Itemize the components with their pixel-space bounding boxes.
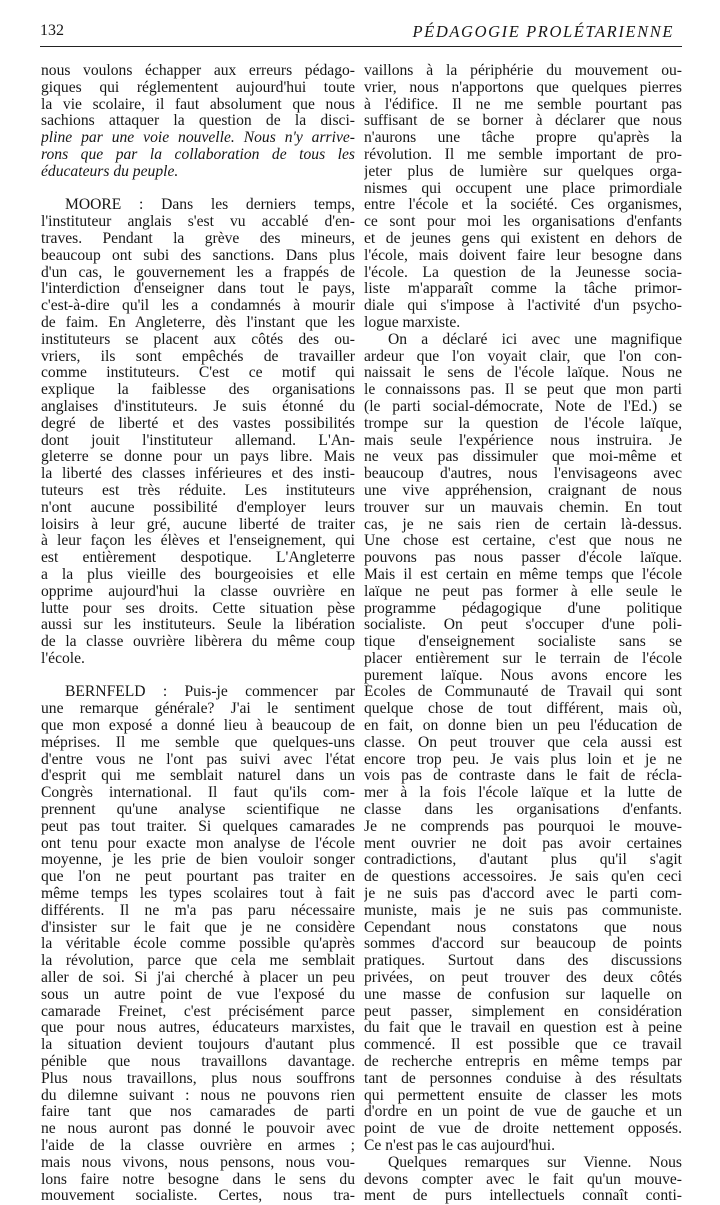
text-line: classe. On peut trouver que cela aussi est <box>364 734 682 751</box>
text-line: ne nous auront pas donné le pouvoir avec <box>41 1121 355 1138</box>
text-line: logue marxiste. <box>364 314 461 331</box>
text-line: faire tant que nos camarades de parti <box>41 1104 355 1121</box>
text-line: comme instituteurs. C'est ce motif qui <box>41 365 355 382</box>
paragraph-gap <box>41 181 355 198</box>
text-line: Cependant nous constatons que nous <box>364 919 682 936</box>
text-line: une masse de confusion sur laquelle on <box>364 986 682 1003</box>
text-line: loisirs à leur gré, aucune liberté de traiter <box>41 516 355 533</box>
text-line: gleterre se donne pour un pays libre. Mais <box>41 449 355 466</box>
text-line: Je ne comprends pas pourquoi le mouve- <box>364 818 682 835</box>
text-line: éducateurs du peuple. <box>41 163 179 180</box>
text-line: privées, on peut trouver des deux côtés <box>364 970 682 987</box>
text-line: dont jouit l'instituteur allemand. L'An- <box>41 432 355 449</box>
text-line: tique d'enseignement socialiste sans se <box>364 634 682 651</box>
text-line: ardeur que l'on voyait clair, que l'on con- <box>364 348 682 365</box>
text-line: instituteurs se placent aux côtés des ou- <box>41 331 355 348</box>
text-line: beaucoup d'autres, nous l'envisageons avec <box>364 466 682 483</box>
text-line: une remarque générale? J'ai le sentiment <box>41 701 355 718</box>
text-line: mais nous vivons, nous pensons, nous vou- <box>41 1154 355 1171</box>
text-line: peut pas tout traiter. Si quelques camarades <box>41 818 355 835</box>
text-line: camarade Freinet, c'est précisément parce <box>41 1003 355 1020</box>
text-line: lutte pour ses droits. Cette situation pèse <box>41 600 355 617</box>
text-line: la liberté des classes inférieures et des insti- <box>41 466 355 483</box>
text-line: l'interdiction d'enseigner dans tout le pays, <box>41 281 355 298</box>
text-line: d'un cas, le gouvernement les a frappés de <box>41 264 355 281</box>
text-line: aller de soi. Si j'ai cherché à placer un peu <box>41 970 355 987</box>
text-line: pline par une voie nouvelle. Nous n'y arrive- <box>41 130 355 147</box>
text-line: Ce n'est pas le cas aujourd'hui. <box>364 1138 555 1154</box>
text-line: Plus nous travaillons, plus nous souffrons <box>41 1070 355 1087</box>
running-title: PÉDAGOGIE PROLÉTARIENNE <box>412 22 674 41</box>
text-line: est entièrement despotique. L'Angleterre <box>41 550 355 567</box>
text-line: à l'édifice. Il ne me semble pourtant pas <box>364 96 682 113</box>
text-line: de questions accessoires. Je sais qu'en ceci <box>364 869 682 886</box>
text-line: ne veux pas dissimuler que moi-même et <box>364 449 682 466</box>
text-line: différents. Il ne m'a pas paru nécessaire <box>41 902 355 919</box>
text-line: (le parti social-démocrate, Note de l'Ed.) se <box>364 398 682 415</box>
text-line: de faim. En Angleterre, dès l'instant que les <box>41 314 355 331</box>
text-line: devons compter avec le fait qu'un mouve- <box>364 1171 682 1188</box>
text-line: trouver sur un mauvais chemin. En tout <box>364 499 682 516</box>
text-line: de recherche entrepris en même temps par <box>364 1054 682 1071</box>
text-line: BERNFELD : Puis-je commencer par <box>65 684 355 701</box>
text-line: diale qui s'impose à l'activité d'un psycho- <box>364 298 682 315</box>
text-line: vaillons à la périphérie du mouvement ou- <box>364 63 682 79</box>
text-line: l'école. La question de la Jeunesse socia- <box>364 264 682 281</box>
text-line: explique la faiblesse des organisations <box>41 382 355 399</box>
text-line: Quelques remarques sur Vienne. Nous <box>388 1154 682 1171</box>
text-line: et de jeunes gens qui existent en dehors de <box>364 230 682 247</box>
text-line: classe dans les organisations d'enfants. <box>364 802 682 819</box>
text-line: On a déclaré ici avec une magnifique <box>388 331 682 348</box>
text-line: en fait, on donne bien un peu l'éducation de <box>364 718 682 735</box>
text-line: moyenne, je les prie de bien vouloir songer <box>41 852 355 869</box>
text-line: d'entre vous ne l'ont pas suivi avec l'état <box>41 751 355 768</box>
text-line: lons faire notre besogne dans le sens du <box>41 1171 355 1188</box>
text-line: que mon exposé a donné lieu à beaucoup de <box>41 718 355 735</box>
text-line: trompe sur la question de l'école laïque, <box>364 415 682 432</box>
left-text-column <box>41 63 355 1205</box>
text-line: aussi sur les instituteurs. Seule la libération <box>41 617 355 634</box>
text-line: l'école. <box>41 650 85 667</box>
text-line: degré de liberté et des vastes possibilités <box>41 415 355 432</box>
text-line: MOORE : Dans les derniers temps, <box>65 197 355 214</box>
text-line: l'aide de la classe ouvrière en armes ; <box>41 1138 355 1154</box>
text-line: d'ordre en un point de vue de gauche et un <box>364 1104 682 1121</box>
text-line: sous un autre point de vue l'exposé du <box>41 986 355 1003</box>
text-line: laïque ne peut pas former à elle seule le <box>364 583 682 600</box>
text-line: à leur façon les élèves et l'enseignement, qui <box>41 533 355 550</box>
text-line: n'aurons une tâche propre qu'après la <box>364 130 682 147</box>
text-line: ment de purs intellectuels connaît conti- <box>364 1188 682 1205</box>
text-line: la situation devient toujours d'autant plus <box>41 1037 355 1054</box>
text-line: traves. Pendant la grève des mineurs, <box>41 230 355 247</box>
text-line: entre l'école et la société. Ces organismes, <box>364 197 682 214</box>
text-line: beaucoup ont subi des sanctions. Dans plus <box>41 247 355 264</box>
text-line: la vie scolaire, il faut absolument que nous <box>41 96 355 113</box>
text-line: l'instituteur anglais s'est vu accablé d'en- <box>41 214 355 231</box>
text-line: contradictions, d'autant plus qu'il s'agit <box>364 852 682 869</box>
text-line: purement laïque. Nous avons encore les <box>364 667 682 684</box>
text-line: giques qui réglementent aujourd'hui toute <box>41 79 355 96</box>
text-line: le connaissons pas. Il se peut que mon parti <box>364 382 682 399</box>
text-line: vrier, nous n'apportons que quelques pierres <box>364 79 682 96</box>
text-line: vriers, ils sont empêchés de travailler <box>41 348 355 365</box>
text-line: même temps les types scolaires tout à fait <box>41 886 355 903</box>
text-line: que l'on ne peut pourtant pas traiter en <box>41 869 355 886</box>
paragraph-gap <box>41 668 355 685</box>
text-line: je ne suis pas d'accord avec le parti com- <box>364 886 682 903</box>
text-line: pénible que nous travaillons davantage. <box>41 1054 355 1071</box>
text-line: c'est-à-dire qu'il les a condamnés à mourir <box>41 298 355 315</box>
text-line: mer à la fois l'école laïque et la lutte de <box>364 785 682 802</box>
text-line: du fait que le travail en question est à peine <box>364 1020 682 1037</box>
text-line: méprises. Il me semble que quelques-uns <box>41 734 355 751</box>
text-line: muniste, mais je ne suis pas communiste. <box>364 902 682 919</box>
text-line: Écoles de Communauté de Travail qui sont <box>364 684 682 701</box>
text-line: n'ont aucune possibilité d'employer leurs <box>41 499 355 516</box>
text-line: point de vue de droite nettement opposés. <box>364 1121 682 1138</box>
text-line: d'insister sur le fait que je ne considère <box>41 919 355 936</box>
text-line: révolution. Il me semble important de pro- <box>364 146 682 163</box>
text-line: jeter plus de lumière sur quelques orga- <box>364 163 682 180</box>
text-line: pouvons pas nous passer d'école laïque. <box>364 550 682 567</box>
text-line: placer entièrement sur le terrain de l'école <box>364 650 682 667</box>
text-line: commencé. Il est possible que ce travail <box>364 1037 682 1054</box>
text-line: a la plus vieille des bourgeoisies et elle <box>41 566 355 583</box>
text-line: Mais il est certain en même temps que l'école <box>364 566 682 583</box>
right-text-column <box>364 63 682 1205</box>
text-line: pratiques. Surtout dans des discussions <box>364 953 682 970</box>
text-line: sachions attaquer la question de la disci- <box>41 113 355 130</box>
text-line: tuteurs est très réduite. Les instituteurs <box>41 482 355 499</box>
text-line: d'esprit qui me semblait naturel dans un <box>41 768 355 785</box>
text-line: Congrès international. Il faut qu'ils com- <box>41 785 355 802</box>
text-line: opprime aujourd'hui la classe ouvrière en <box>41 583 355 600</box>
text-line: qui permettent ensuite de classer les mots <box>364 1087 682 1104</box>
text-line: de la classe ouvrière libèrera du même coup <box>41 634 355 651</box>
text-line: anglaises d'instituteurs. Je suis étonné du <box>41 398 355 415</box>
text-line: quelque chose de tout différent, mais où, <box>364 701 682 718</box>
text-line: peut passer, simplement en considération <box>364 1003 682 1020</box>
text-line: cas, je ne sais rien de certain là-dessus. <box>364 516 682 533</box>
text-line: nous voulons échapper aux erreurs pédago- <box>41 63 355 79</box>
text-line: mais seule l'expérience nous instruira. Je <box>364 432 682 449</box>
text-line: mouvement socialiste. Certes, nous tra- <box>41 1188 355 1205</box>
text-line: socialiste. On peut s'occuper d'une poli- <box>364 617 682 634</box>
text-line: programme pédagogique d'une politique <box>364 600 682 617</box>
text-line: du dilemne suivant : nous ne pouvons rien <box>41 1087 355 1104</box>
text-line: sommes d'accord sur beaucoup de points <box>364 936 682 953</box>
text-line: ce sont pour moi les organisations d'enfants <box>364 214 682 231</box>
text-line: tant de personnes conduise à des résultats <box>364 1070 682 1087</box>
text-line: rons que par la collaboration de tous les <box>41 146 355 163</box>
text-line: liste m'apparaît comme la tâche primor- <box>364 281 682 298</box>
text-line: ment ouvrier ne doit pas avoir certaines <box>364 835 682 852</box>
text-line: la révolution, parce que cela me semblait <box>41 953 355 970</box>
text-line: la véritable école comme possible qu'après <box>41 936 355 953</box>
page-number: 132 <box>40 22 64 39</box>
text-line: vois pas de contraste dans le fait de récla- <box>364 768 682 785</box>
text-line: l'école, mais doivent faire leur besogne dans <box>364 247 682 264</box>
text-line: Une chose est certaine, c'est que nous ne <box>364 533 682 550</box>
text-line: suffisant de se borner à déclarer que nous <box>364 113 682 130</box>
text-line: naissait le sens de l'école laïque. Nous ne <box>364 365 682 382</box>
text-line: encore trop peu. Je vais plus loin et je ne <box>364 751 682 768</box>
page-header <box>40 22 682 47</box>
text-line: nismes qui occupent une place primordiale <box>364 180 682 197</box>
text-line: ont tenu pour exacte mon analyse de l'école <box>41 835 355 852</box>
text-line: que pour nous autres, éducateurs marxistes, <box>41 1020 355 1037</box>
text-line: prennent qu'une analyse scientifique ne <box>41 802 355 819</box>
text-line: une vive appréhension, craignant de nous <box>364 482 682 499</box>
